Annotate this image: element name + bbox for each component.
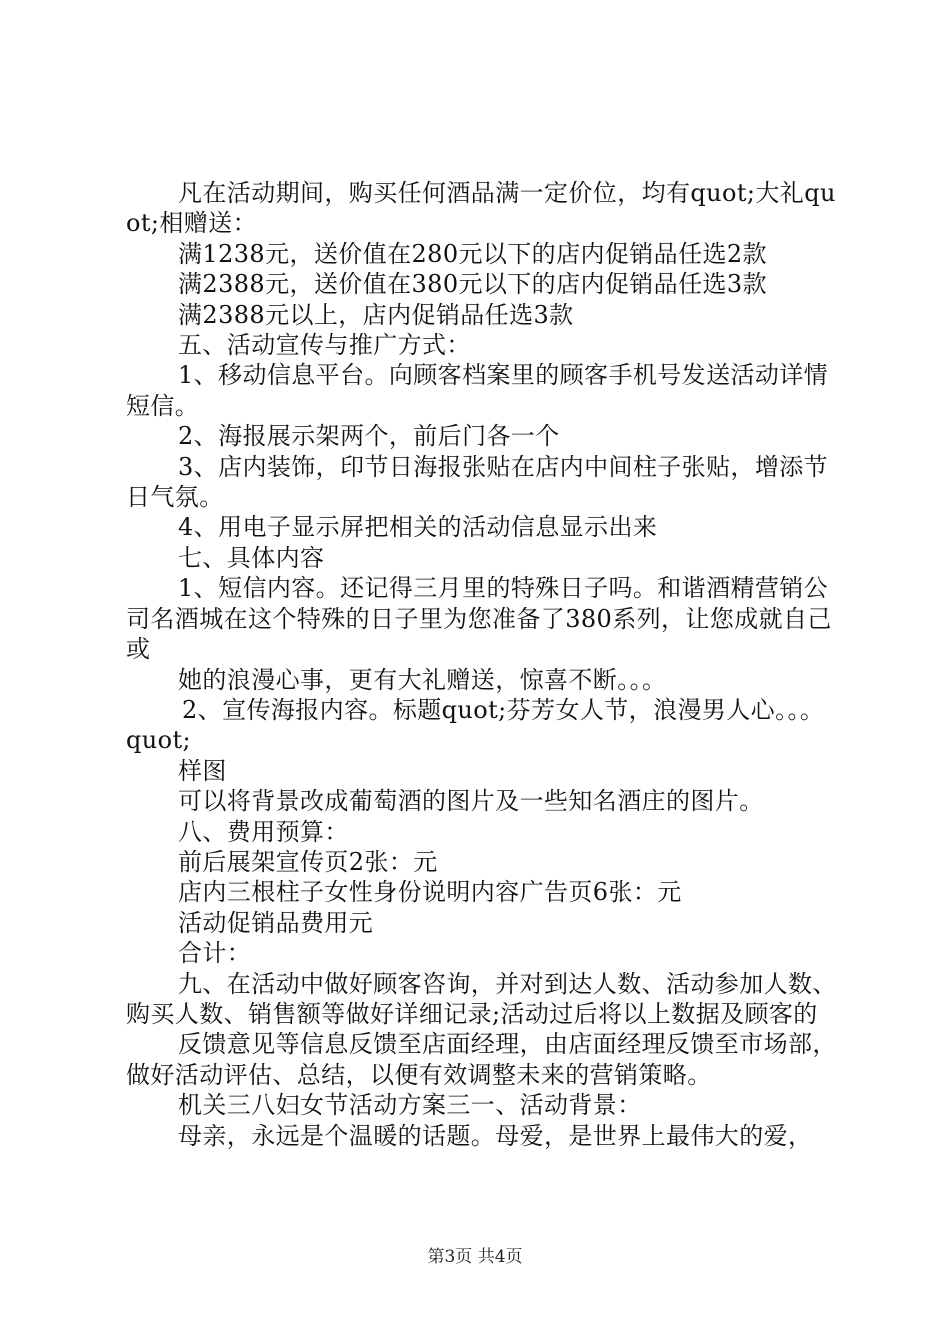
page-number-footer: 第3页 共4页 <box>427 1247 523 1267</box>
paragraph-budget-gifts: 活动促销品费用元 <box>178 908 374 937</box>
paragraph-promo-poster-stand: 2、海报展示架两个，前后门各一个 <box>178 422 560 451</box>
paragraph-mother-love: 母亲，永远是个温暖的话题。母爱，是世界上最伟大的爱， <box>178 1121 813 1150</box>
paragraph-promo-decoration: 3、店内装饰，印节日海报张贴在店内中间柱子张贴，增添节日气氛。 <box>126 452 829 512</box>
paragraph-budget-stand: 前后展架宣传页2张：元 <box>178 847 438 876</box>
paragraph-budget-pillar: 店内三根柱子女性身份说明内容广告页6张：元 <box>178 878 682 907</box>
paragraph-plan-three-heading: 机关三八妇女节活动方案三一、活动背景： <box>178 1091 642 1120</box>
paragraph-promo-sms: 1、移动信息平台。向顾客档案里的顾客手机号发送活动详情短信。 <box>126 361 829 420</box>
paragraph-gift-intro: 凡在活动期间，购买任何酒品满一定价位，均有quot;大礼quot;相赠送： <box>126 179 836 238</box>
paragraph-sample-image: 样图 <box>178 756 227 785</box>
paragraph-record-keeping: 九、在活动中做好顾客咨询，并对到达人数、活动参加人数、购买人数、销售额等做好详细记录;活动过后将以上数据及顾客的 <box>126 969 837 1028</box>
paragraph-promo-screen: 4、用电子显示屏把相关的活动信息显示出来 <box>178 513 658 542</box>
section-heading-content: 七、具体内容 <box>178 543 325 572</box>
paragraph-sms-content-cont: 她的浪漫心事，更有大礼赠送，惊喜不断。。。 <box>178 665 667 694</box>
paragraph-background-note: 可以将背景改成葡萄酒的图片及一些知名酒庄的图片。 <box>178 787 764 816</box>
section-heading-promotion: 五、活动宣传与推广方式： <box>178 331 471 360</box>
paragraph-poster-content: 2、宣传海报内容。标题quot;芬芳女人节，浪漫男人心。。。quot; <box>126 695 825 755</box>
paragraph-budget-total: 合计： <box>178 939 252 968</box>
paragraph-tier-2388: 满2388元，送价值在380元以下的店内促销品任选3款 <box>178 270 767 299</box>
paragraph-tier-2388-above: 满2388元以上，店内促销品任选3款 <box>178 300 574 329</box>
paragraph-feedback: 反馈意见等信息反馈至店面经理，由店面经理反馈至市场部，做好活动评估、总结，以便有效调整未来的营销策略。 <box>126 1030 837 1089</box>
paragraph-sms-content: 1、短信内容。还记得三月里的特殊日子吗。和谐酒精营销公司名酒城在这个特殊的日子里为您准备了380系列，让您成就自己或 <box>126 574 832 664</box>
document-body <box>126 178 838 1151</box>
section-heading-budget: 八、费用预算： <box>178 817 349 846</box>
paragraph-tier-1238: 满1238元，送价值在280元以下的店内促销品任选2款 <box>178 239 767 268</box>
